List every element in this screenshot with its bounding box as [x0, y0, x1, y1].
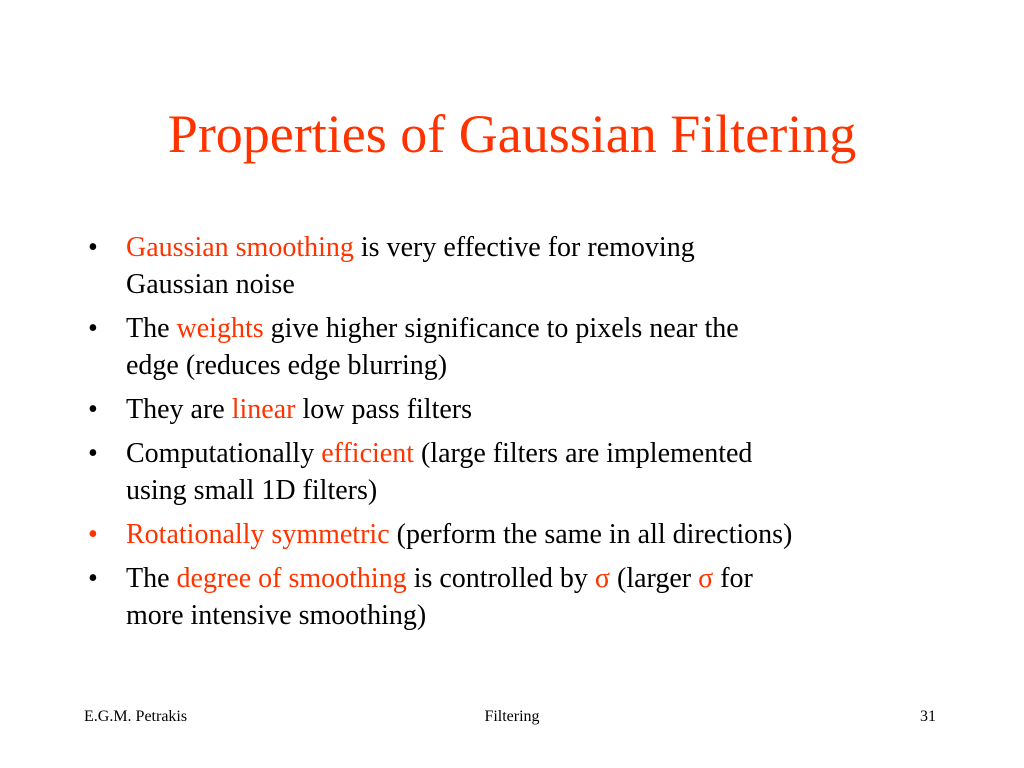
bullet-text: They are	[126, 394, 232, 425]
bullet-item	[88, 560, 968, 634]
highlighted-term: Rotationally symmetric	[126, 519, 390, 550]
bullet-text: is controlled by	[406, 563, 595, 594]
highlighted-term: σ	[698, 563, 714, 594]
bullet-text: The	[126, 563, 177, 594]
bullet-item	[88, 516, 968, 553]
bullet-text: The	[126, 313, 177, 344]
footer-page-number: 31	[920, 708, 936, 725]
bullet-marker: •	[88, 563, 98, 594]
bullet-text: (larger	[610, 563, 699, 594]
bullet-item	[88, 435, 968, 509]
bullet-text: is very effective for removing	[353, 232, 695, 263]
bullet-list	[88, 229, 968, 641]
bullet-text: Computationally	[126, 438, 322, 469]
highlighted-term: linear	[231, 394, 296, 425]
bullet-text: (large filters are implemented	[413, 438, 753, 469]
bullet-text: more intensive smoothing)	[126, 600, 427, 631]
bullet-text: edge (reduces edge blurring)	[126, 350, 448, 381]
bullet-text: give higher significance to pixels near the	[263, 313, 739, 344]
highlighted-term: degree of smoothing	[176, 563, 407, 594]
bullet-item	[88, 229, 968, 303]
bullet-text: (perform the same in all directions)	[389, 519, 793, 550]
bullet-item	[88, 391, 968, 428]
footer-author: E.G.M. Petrakis	[84, 708, 188, 725]
bullet-text: for	[713, 563, 753, 594]
bullet-marker: •	[88, 394, 98, 425]
highlighted-term: weights	[176, 313, 264, 344]
slide-title: Properties of Gaussian Filtering	[167, 104, 857, 164]
highlighted-term: Gaussian smoothing	[126, 232, 354, 263]
bullet-text: Gaussian noise	[126, 269, 295, 300]
bullet-item	[88, 310, 968, 384]
bullet-marker: •	[88, 438, 98, 469]
bullet-text: using small 1D filters)	[126, 475, 378, 506]
bullet-marker: •	[88, 519, 98, 550]
bullet-text: low pass filters	[295, 394, 472, 425]
highlighted-term: efficient	[321, 438, 414, 469]
bullet-marker: •	[88, 313, 98, 344]
highlighted-term: σ	[594, 563, 610, 594]
footer-topic: Filtering	[484, 708, 540, 725]
bullet-marker: •	[88, 232, 98, 263]
